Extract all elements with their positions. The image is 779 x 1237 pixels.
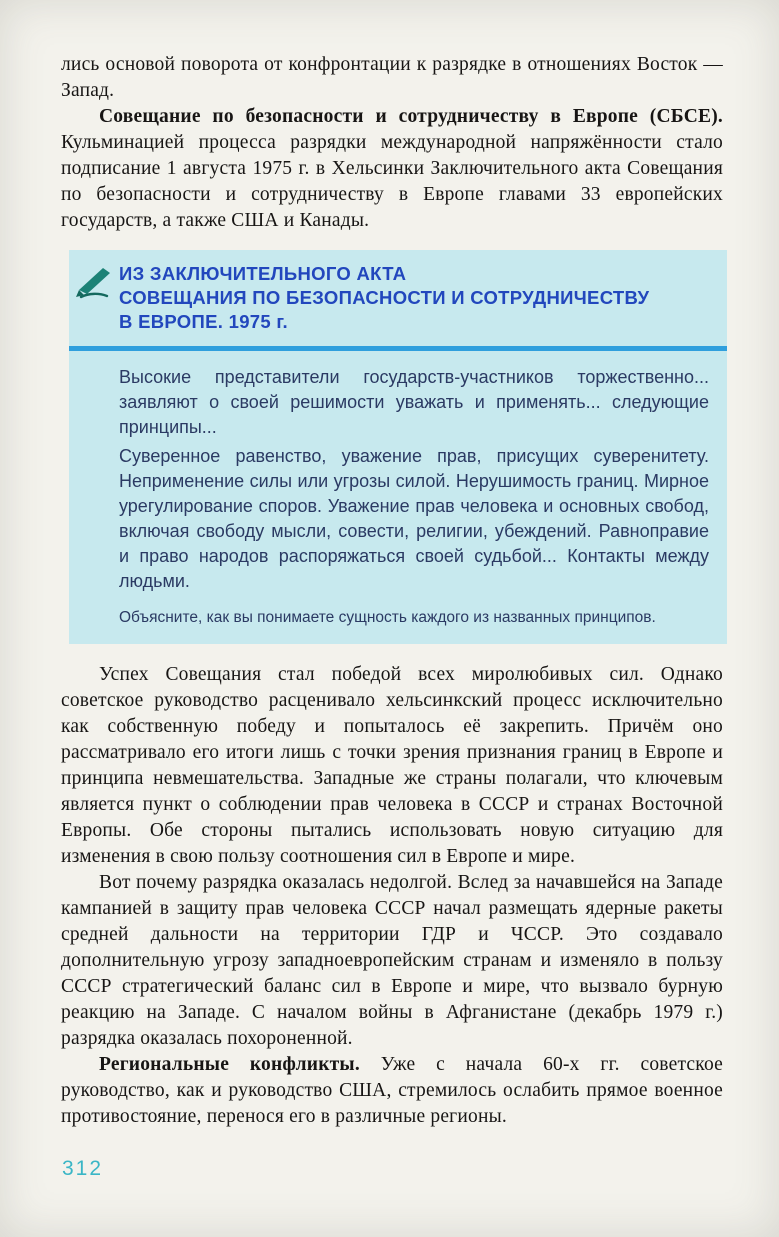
excerpt-header bbox=[69, 250, 727, 342]
paragraph-detente-intro bbox=[61, 52, 723, 104]
excerpt-title-line: В ЕВРОПЕ. 1975 г. bbox=[119, 311, 288, 332]
excerpt-title-line: ИЗ ЗАКЛЮЧИТЕЛЬНОГО АКТА bbox=[119, 263, 407, 284]
paragraph-lead-bold: Совещание по безопасности и сотрудничеству в Европе (СБСЕ). bbox=[99, 106, 723, 127]
paragraph-csce bbox=[61, 104, 723, 234]
writing-hand-icon bbox=[73, 260, 117, 300]
excerpt-question: Объясните, как вы понимаете сущность каждого из названных принципов. bbox=[119, 609, 656, 626]
excerpt-title-line: СОВЕЩАНИЯ ПО БЕЗОПАСНОСТИ И СОТРУДНИЧЕСТВУ bbox=[119, 287, 650, 308]
paragraph-lead-bold: Региональные конфликты. bbox=[99, 1054, 360, 1075]
page-content bbox=[61, 52, 723, 1130]
document-excerpt-box bbox=[69, 250, 727, 644]
excerpt-body bbox=[69, 365, 727, 644]
paragraph-text: лись основой поворота от конфронтации к разрядке в отношениях Восток — Запад. bbox=[61, 54, 723, 101]
excerpt-paragraph: Суверенное равенство, уважение прав, присущих суверенитету. Неприменение силы или угрозы силой. Нерушимость границ. Мирное урегулирование споров. Уважение прав человека и основных свобод, включая свободу мысли, совести, религии, убеждений. Равноправие и право народов распоряжаться своей судьбой... Контакты между людьми. bbox=[119, 446, 709, 591]
paragraph-helsinki-outcome: Успех Совещания стал победой всех миролюбивых сил. Однако советское руководство расценивало хельсинкский процесс исключительно как собственную победу и попыталось её закрепить. Причём оно рассматривало его итоги лишь с точки зрения признания границ в Европе и принципа невмешательства. Западные же страны полагали, что ключевым является пункт о соблюдении прав человека в СССР и странах Восточной Европы. Обе стороны пытались использовать новую ситуацию для изменения в свою пользу соотношения сил в Европе и мире. bbox=[61, 664, 723, 867]
excerpt-divider bbox=[69, 346, 727, 351]
paragraph-regional-conflicts bbox=[61, 1052, 723, 1130]
paragraph-text: Кульминацией процесса разрядки международной напряжённости стало подписание 1 августа 1975 г. в Хельсинки Заключительного акта Совещания по безопасности и сотрудничеству в Европе главами 33 европейских государств, а также США и Канады. bbox=[61, 132, 723, 231]
page-number: 312 bbox=[62, 1157, 104, 1180]
paragraph-text: Уже с начала 60-х гг. советское руководство, как и руководство США, стремилось ослабить прямое военное противостояние, перенося его в различные регионы. bbox=[61, 1054, 723, 1127]
paragraph-detente-end: Вот почему разрядка оказалась недолгой. Вслед за начавшейся на Западе кампанией в защиту прав человека СССР начал размещать ядерные ракеты средней дальности на территории ГДР и ЧССР. Это создавало дополнительную угрозу западноевропейским странам и изменяло в пользу СССР стратегический баланс сил в Европе и мире, что вызвало бурную реакцию на Западе. С началом войны в Афганистане (декабрь 1979 г.) разрядка оказалась похороненной. bbox=[61, 872, 723, 1049]
excerpt-paragraph: Высокие представители государств-участников торжественно... заявляют о своей решимости уважать и применять... следующие принципы... bbox=[119, 367, 709, 437]
